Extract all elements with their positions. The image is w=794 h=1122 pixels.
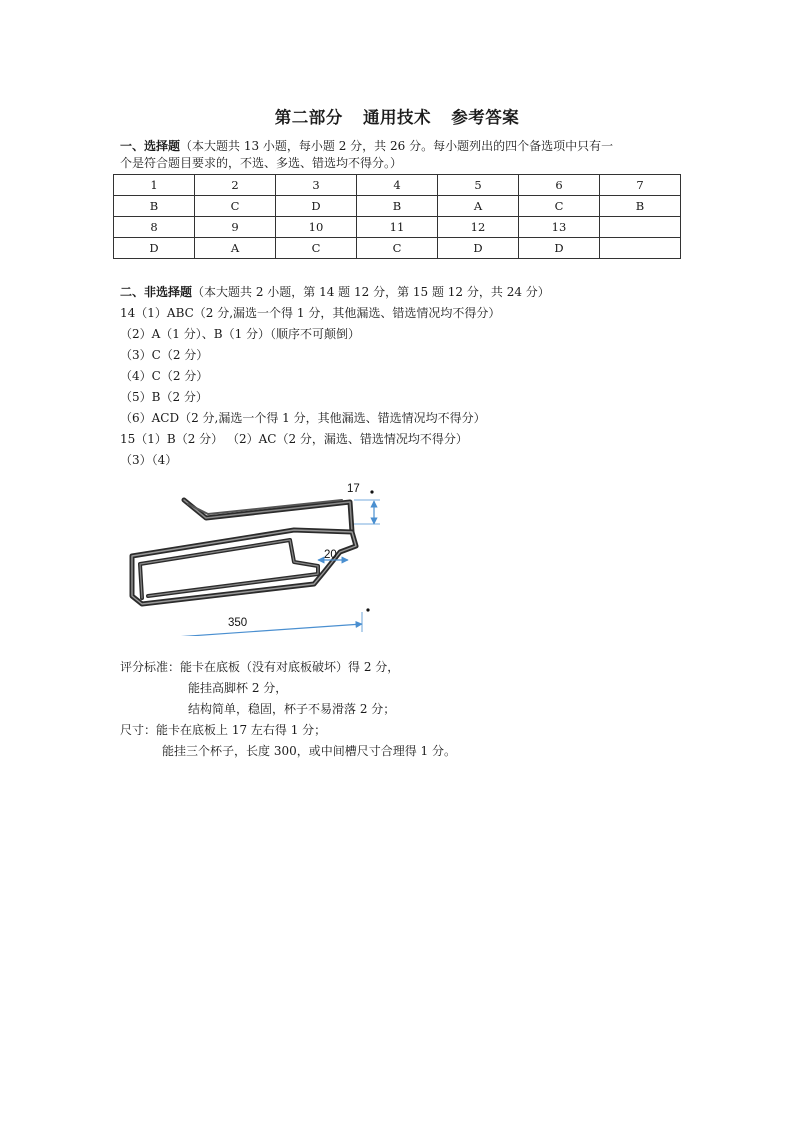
section2-intro [120, 285, 550, 299]
table-cell: C [357, 238, 438, 259]
grading-item: 能卡在底板（没有对底板破坏）得 2 分， [180, 660, 400, 674]
table-cell: 3 [276, 175, 357, 196]
section2-desc: （本大题共 2 小题，第 14 题 12 分，第 15 题 12 分，共 24 分） [192, 285, 550, 299]
table-cell: B [357, 196, 438, 217]
answer-table [113, 174, 681, 259]
table-cell: B [114, 196, 195, 217]
dim-350-dot [366, 608, 369, 611]
table-row [114, 217, 681, 238]
grading-line-1 [120, 660, 399, 674]
dim-350-label: 350 [228, 617, 248, 629]
cup-holder-figure [118, 474, 388, 636]
table-cell: 7 [600, 175, 681, 196]
answer-line: 15（1）B（2 分） （2）AC（2 分，漏选、错选情况均不得分） [120, 432, 468, 446]
table-cell: 2 [195, 175, 276, 196]
table-cell: 1 [114, 175, 195, 196]
table-cell [600, 238, 681, 259]
table-cell: C [195, 196, 276, 217]
dim-20-label: 20 [324, 549, 337, 561]
section1-intro [120, 139, 613, 153]
page-title [0, 104, 794, 128]
table-cell: D [519, 238, 600, 259]
dim-17-label: 17 [347, 483, 360, 495]
table-cell: 13 [519, 217, 600, 238]
answer-line: 14（1）ABC（2 分,漏选一个得 1 分，其他漏选、错选情况均不得分） [120, 306, 501, 320]
table-cell: A [438, 196, 519, 217]
table-cell: C [276, 238, 357, 259]
answer-line: （6）ACD（2 分,漏选一个得 1 分，其他漏选、错选情况均不得分） [120, 411, 486, 425]
section1-heading: 一、选择题 [120, 139, 181, 153]
section1-desc-line2: 个是符合题目要求的，不选、多选、错选均不得分。） [120, 156, 403, 170]
answer-line: （3）（4） [120, 453, 178, 467]
grading-item: 能挂高脚杯 2 分， [188, 681, 288, 695]
answer-line: （3）C（2 分） [120, 348, 209, 362]
table-cell [600, 217, 681, 238]
table-row [114, 175, 681, 196]
size-label: 尺寸： [120, 723, 157, 737]
title-part: 第二部分 [274, 108, 343, 127]
section2-heading: 二、非选择题 [120, 285, 193, 299]
table-cell: D [276, 196, 357, 217]
title-subject: 通用技术 [363, 108, 431, 127]
table-cell: 6 [519, 175, 600, 196]
table-cell: 8 [114, 217, 195, 238]
table-cell: A [195, 238, 276, 259]
size-line-1 [120, 723, 326, 737]
size-item: 能卡在底板上 17 左右得 1 分； [156, 723, 327, 737]
grading-item: 结构简单，稳固，杯子不易滑落 2 分； [188, 702, 396, 716]
wire-frame [132, 500, 356, 604]
table-row [114, 238, 681, 259]
table-cell: 11 [357, 217, 438, 238]
table-cell: 4 [357, 175, 438, 196]
answer-line: （5）B（2 分） [120, 390, 208, 404]
section1-desc-line1: （本大题共 13 小题，每小题 2 分，共 26 分。每小题列出的四个备选项中只有一 [180, 139, 614, 153]
answer-line: （2）A（1 分）、B（1 分）（顺序不可颠倒） [120, 327, 361, 341]
dim-17-dot [370, 490, 373, 493]
title-kind: 参考答案 [451, 108, 520, 127]
table-row [114, 196, 681, 217]
table-cell: 12 [438, 217, 519, 238]
grading-label: 评分标准： [120, 660, 181, 674]
table-cell: D [438, 238, 519, 259]
size-item: 能挂三个杯子，长度 300，或中间槽尺寸合理得 1 分。 [162, 744, 456, 758]
table-cell: 10 [276, 217, 357, 238]
answer-line: （4）C（2 分） [120, 369, 209, 383]
table-cell: B [600, 196, 681, 217]
table-cell: C [519, 196, 600, 217]
table-cell: 9 [195, 217, 276, 238]
table-cell: 5 [438, 175, 519, 196]
table-cell: D [114, 238, 195, 259]
